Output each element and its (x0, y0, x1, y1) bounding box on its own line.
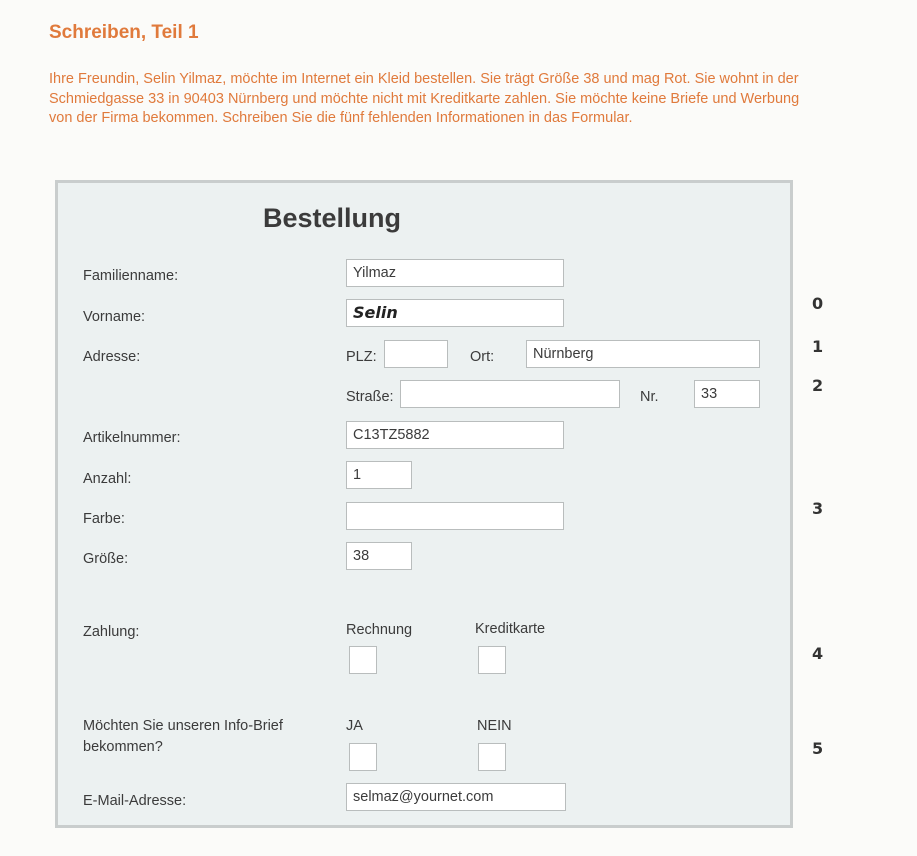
ja-label: JA (346, 718, 363, 734)
strasse-field[interactable] (400, 380, 620, 408)
nr-label: Nr. (640, 389, 659, 405)
plz-label: PLZ: (346, 349, 377, 365)
kreditkarte-label: Kreditkarte (475, 621, 546, 637)
email-field[interactable]: selmaz@yournet.com (346, 783, 566, 811)
nein-checkbox[interactable] (478, 743, 506, 771)
rechnung-checkbox[interactable] (349, 646, 377, 674)
nein-label: NEIN (477, 718, 512, 734)
groesse-field[interactable]: 38 (346, 542, 412, 570)
rechnung-label: Rechnung (346, 622, 413, 638)
artikelnummer-label: Artikelnummer: (83, 430, 181, 446)
vorname-label: Vorname: (83, 309, 146, 325)
item-number-5: 5 (812, 739, 824, 758)
task-instructions: Ihre Freundin, Selin Yilmaz, möchte im Internet ein Kleid bestellen. Sie trägt Größe 38 und mag Rot. Sie wohnt in der Schmiedgasse 33 in 90403 Nürnberg und möchte nicht mit Kreditkarte zahlen. Sie möchte keine Briefe und Werbung von der Firma bekommen. Schreiben Sie die fünf fehlenden Informationen in das Formular. (49, 71, 800, 126)
farbe-label: Farbe: (83, 511, 125, 527)
artikelnummer-field[interactable]: C13TZ5882 (346, 421, 564, 449)
ja-checkbox[interactable] (349, 743, 377, 771)
strasse-label: Straße: (346, 389, 394, 405)
adresse-label: Adresse: (83, 349, 141, 365)
item-number-0: 0 (812, 294, 824, 313)
infobrief-label: Möchten Sie unseren Info-Brief bekommen? (83, 718, 283, 755)
groesse-label: Größe: (83, 551, 129, 567)
farbe-field[interactable] (346, 502, 564, 530)
section-heading: Schreiben, Teil 1 (49, 22, 199, 43)
item-number-3: 3 (812, 499, 824, 518)
kreditkarte-checkbox[interactable] (478, 646, 506, 674)
anzahl-label: Anzahl: (83, 471, 132, 487)
familienname-label: Familienname: (83, 268, 179, 284)
email-label: E-Mail-Adresse: (83, 793, 187, 809)
form-title: Bestellung (263, 203, 402, 233)
zahlung-label: Zahlung: (83, 624, 140, 640)
anzahl-field[interactable]: 1 (346, 461, 412, 489)
plz-field[interactable] (384, 340, 448, 368)
item-number-2: 2 (812, 376, 824, 395)
familienname-field[interactable]: Yilmaz (346, 259, 564, 287)
item-number-4: 4 (812, 644, 824, 663)
order-form (55, 180, 793, 828)
nr-field[interactable]: 33 (694, 380, 760, 408)
ort-label: Ort: (470, 349, 495, 365)
ort-field[interactable]: Nürnberg (526, 340, 760, 368)
vorname-field[interactable]: Selin (346, 299, 564, 327)
item-number-1: 1 (812, 337, 824, 356)
